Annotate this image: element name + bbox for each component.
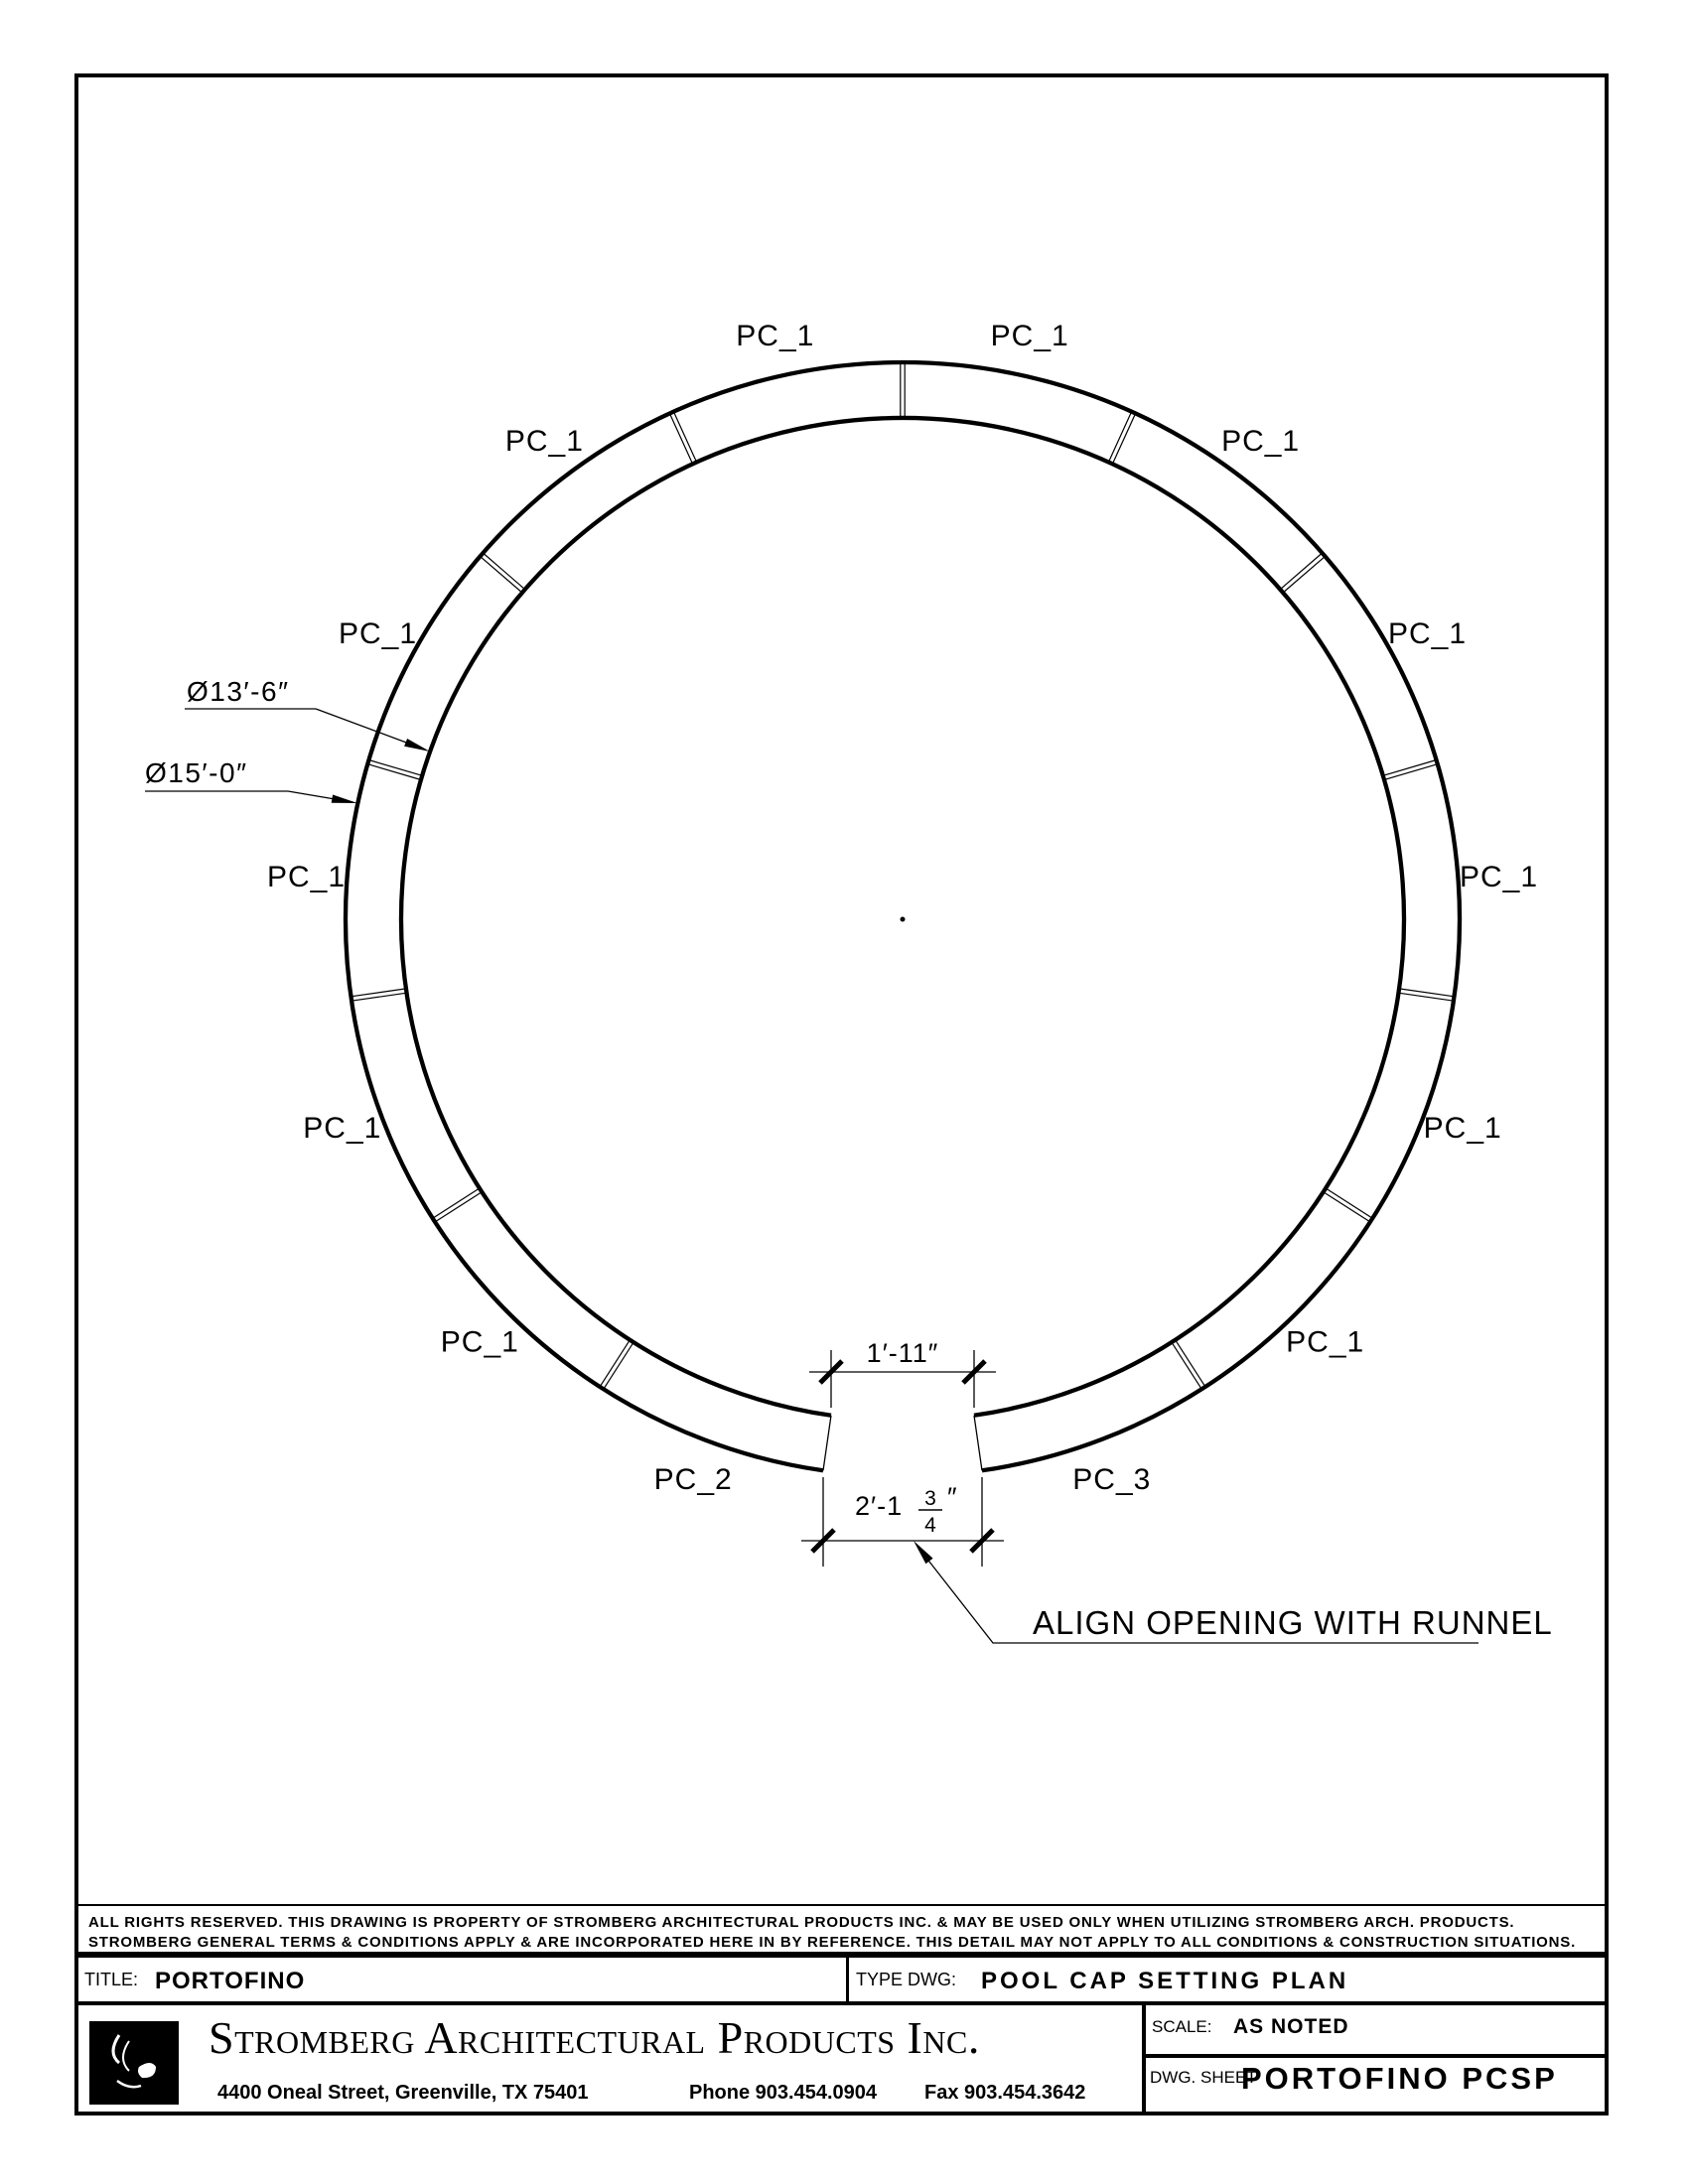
note-text: ALIGN OPENING WITH RUNNEL	[1033, 1604, 1553, 1641]
segment-joint	[1280, 553, 1322, 590]
segment-label: PC_1	[736, 319, 815, 352]
segment-joint	[1283, 556, 1325, 593]
ring-inner-arc	[401, 418, 1404, 1416]
title-row-divider	[846, 1958, 849, 2001]
segment-joint	[1324, 1192, 1370, 1222]
title-row-bottom-rule	[74, 2001, 1609, 2005]
gap-edge	[823, 1416, 831, 1471]
segment-label: PC_1	[303, 1111, 382, 1145]
bottom-row-divider	[1142, 2005, 1146, 2116]
segment-joint	[1384, 764, 1438, 780]
segment-joint	[1399, 989, 1454, 997]
dim-opening-top-text: 1′-11″	[866, 1338, 939, 1368]
segment-joint	[1399, 993, 1455, 1001]
segment-label: PC_1	[504, 425, 584, 458]
segment-label: PC_2	[653, 1462, 733, 1496]
annotations	[145, 709, 1478, 1643]
segment-label: PC_1	[440, 1325, 519, 1359]
dim-opening-bottom-numerator: 3	[924, 1487, 936, 1510]
segment-label: PC_1	[1387, 616, 1468, 650]
ring-outer-arc	[346, 362, 1460, 1470]
scale-value: AS NOTED	[1233, 2015, 1349, 2038]
gap-edge	[974, 1416, 982, 1471]
logo-swirl-icon	[89, 2021, 179, 2105]
segment-joint	[481, 556, 522, 593]
dim-opening-bottom-suffix: ″	[947, 1482, 958, 1512]
segment-joint	[600, 1340, 630, 1387]
segment-joint	[669, 413, 692, 464]
segment-joint	[604, 1342, 633, 1389]
segment-label: PC_1	[990, 319, 1069, 352]
callout-outer-diameter	[145, 791, 357, 803]
scale-label: SCALE:	[1152, 2017, 1212, 2036]
legal-bottom-rule	[74, 1952, 1609, 1958]
dwg-sheet-value: PORTOFINO PCSP	[1241, 2061, 1558, 2096]
type-dwg-value: POOL CAP SETTING PLAN	[981, 1968, 1349, 1994]
segment-joint	[1108, 412, 1131, 463]
segment-joint	[435, 1192, 482, 1222]
company-phone: Phone 903.454.0904	[689, 2082, 878, 2104]
dim-opening-bottom-denominator: 4	[924, 1514, 936, 1537]
segment-joint	[1326, 1188, 1372, 1218]
arrowhead-icon	[914, 1541, 933, 1564]
segment-joint	[352, 993, 407, 1001]
segment-joint	[483, 553, 524, 590]
segment-label: PC_1	[1286, 1325, 1365, 1359]
legal-line-2: STROMBERG GENERAL TERMS & CONDITIONS APPLY & ARE INCORPORATED HERE IN BY REFERENCE. THIS DETAIL MAY NOT APPLY TO ALL CONDITIONS & CONSTRUCTION SITUATIONS.	[88, 1934, 1577, 1951]
segment-joint	[673, 412, 696, 463]
inner-diameter-label: Ø13′-6″	[187, 676, 290, 707]
title-value: PORTOFINO	[155, 1968, 306, 1994]
segment-joint	[1176, 1340, 1205, 1387]
segment-joint	[1172, 1342, 1201, 1389]
outer-diameter-label: Ø15′-0″	[145, 757, 248, 788]
company-fax: Fax 903.454.3642	[924, 2082, 1086, 2104]
right-column-divider	[1142, 2054, 1609, 2058]
legal-line-1: ALL RIGHTS RESERVED. THIS DRAWING IS PROPERTY OF STROMBERG ARCHITECTURAL PRODUCTS INC. & MAY BE USED ONLY WHEN UTILIZING STROMBERG ARCH. PRODUCTS.	[88, 1914, 1515, 1931]
legal-top-rule	[74, 1904, 1609, 1906]
type-dwg-label: TYPE DWG:	[856, 1970, 957, 1989]
callout-inner-diameter	[185, 709, 430, 751]
segment-joint	[1112, 413, 1135, 464]
segment-joint	[368, 760, 422, 776]
arrowhead-icon	[332, 795, 357, 804]
segment-joint	[367, 764, 421, 780]
dwg-sheet-label: DWG. SHEET	[1150, 2068, 1257, 2087]
arrowhead-icon	[404, 739, 430, 751]
dim-opening-bottom-whole: 2′-1	[855, 1491, 904, 1521]
segment-label: PC_1	[1423, 1111, 1502, 1145]
segment-label: PC_1	[1459, 861, 1539, 893]
segment-label: PC_1	[1221, 425, 1301, 458]
segment-label: PC_1	[338, 616, 418, 650]
center-mark	[901, 917, 906, 922]
segment-label: PC_1	[266, 861, 347, 893]
segment-joint	[1383, 760, 1437, 776]
title-label: TITLE:	[84, 1970, 139, 1989]
segment-joint	[433, 1188, 480, 1218]
segment-joint	[351, 989, 405, 997]
company-name: Stromberg Architectural Products Inc.	[209, 2012, 980, 2063]
segment-label: PC_3	[1072, 1462, 1152, 1496]
stromberg-logo	[89, 2021, 179, 2105]
ring-layer	[267, 320, 1538, 1496]
company-address: 4400 Oneal Street, Greenville, TX 75401	[217, 2082, 589, 2104]
